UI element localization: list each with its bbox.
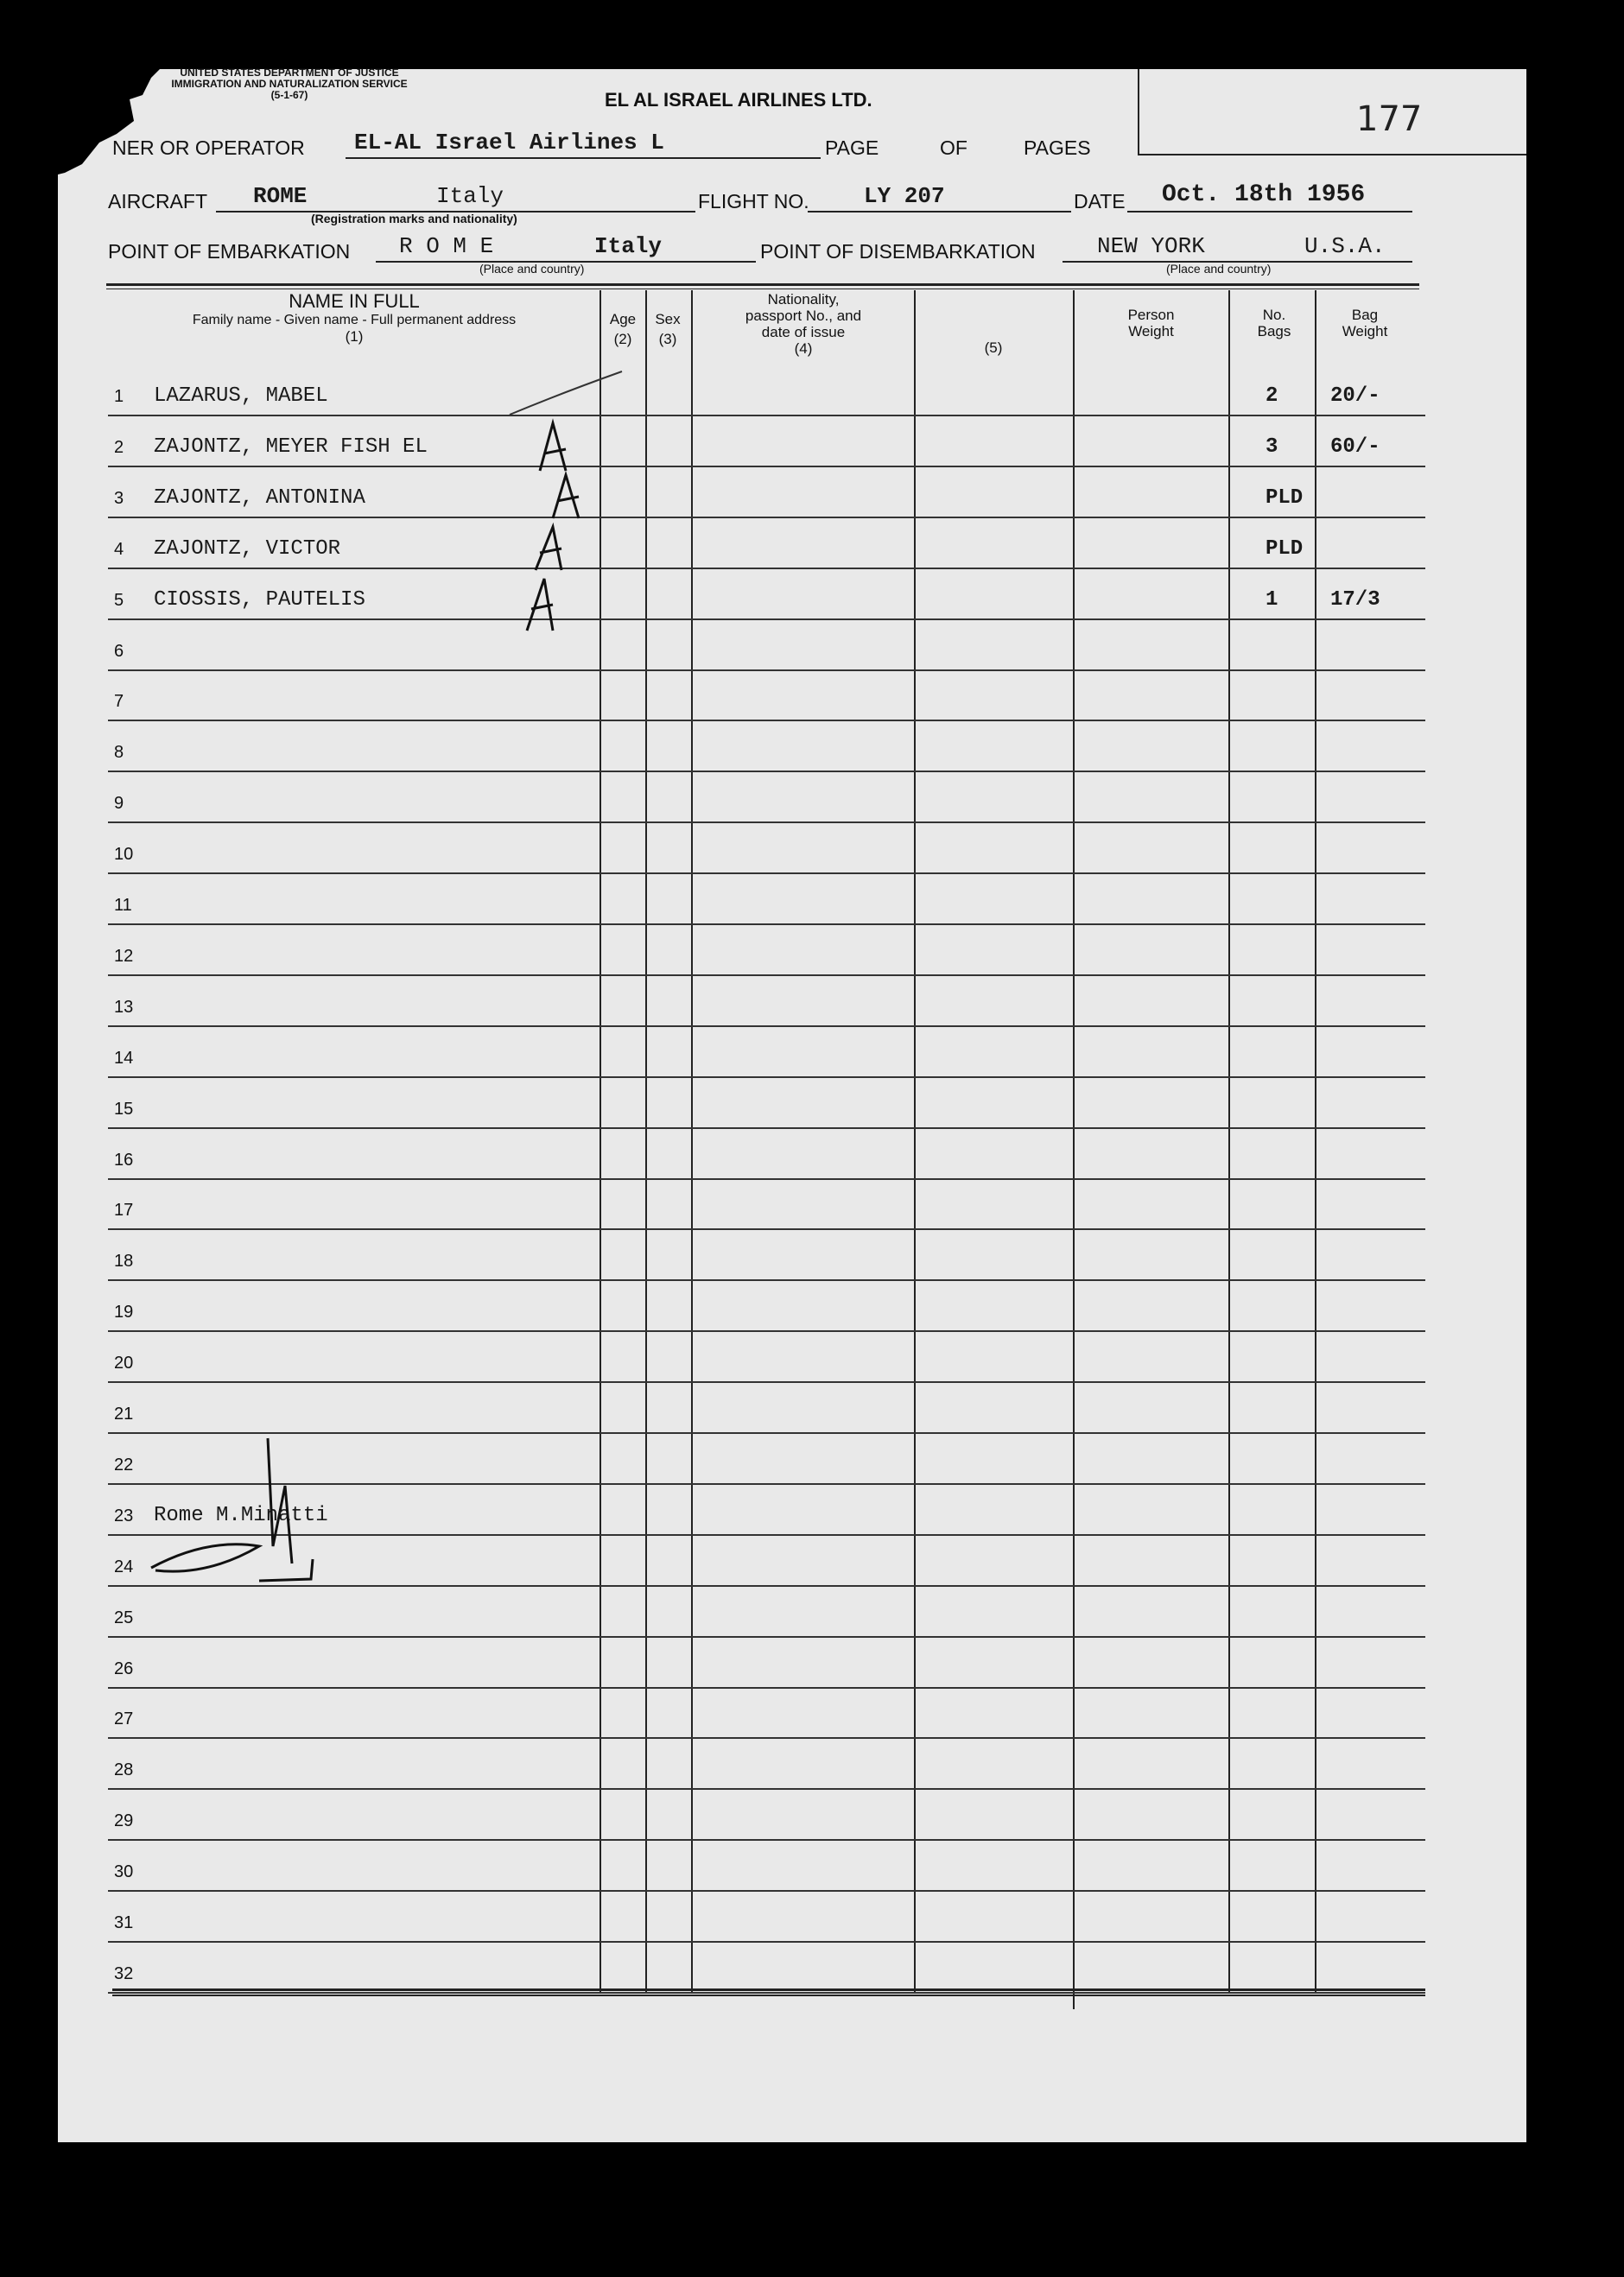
owner-value: EL-AL Israel Airlines L bbox=[354, 130, 664, 155]
disembark-label: POINT OF DISEMBARKATION bbox=[760, 240, 1036, 263]
aircraft-country: Italy bbox=[436, 183, 504, 209]
passenger-name: Rome M.Minatti bbox=[154, 1504, 328, 1527]
passenger-name: ZAJONTZ, MEYER FISH EL bbox=[154, 435, 428, 459]
row-number: 30 bbox=[114, 1862, 134, 1881]
passenger-name: LAZARUS, MABEL bbox=[154, 384, 328, 408]
disembark-value: NEW YORK bbox=[1097, 233, 1205, 259]
row-number: 17 bbox=[114, 1201, 134, 1220]
bags-count: PLD bbox=[1266, 486, 1304, 510]
embark-label: POINT OF EMBARKATION bbox=[108, 240, 351, 263]
agency-line-2: IMMIGRATION AND NATURALIZATION SERVICE bbox=[171, 78, 408, 90]
bags-count: PLD bbox=[1266, 537, 1304, 561]
bags-count: 1 bbox=[1266, 588, 1278, 612]
passenger-name: ZAJONTZ, ANTONINA bbox=[154, 486, 365, 510]
aircraft-value: ROME bbox=[253, 183, 308, 209]
row-number: 22 bbox=[114, 1456, 134, 1475]
date-value: Oct. 18th 1956 bbox=[1162, 181, 1366, 208]
row-number: 14 bbox=[114, 1049, 134, 1068]
col-nat-line3: date of issue bbox=[761, 324, 846, 340]
owner-label: NER OR OPERATOR bbox=[112, 136, 305, 159]
col-sex-label: Sex bbox=[655, 311, 681, 327]
row-number: 6 bbox=[114, 642, 124, 661]
col-nat-line2: passport No., and bbox=[745, 308, 862, 324]
agency-line-1: UNITED STATES DEPARTMENT OF JUSTICE bbox=[180, 67, 399, 79]
row-number: 31 bbox=[114, 1913, 134, 1932]
col-bagwt-line1: Bag bbox=[1351, 307, 1379, 323]
col-nat-num: (4) bbox=[794, 340, 813, 357]
signature-handwritten bbox=[151, 1438, 313, 1581]
embark-country: Italy bbox=[594, 233, 663, 259]
row-number: 20 bbox=[114, 1354, 134, 1373]
pen-stroke-row1 bbox=[510, 371, 622, 415]
col-5-header: (5) bbox=[984, 339, 1003, 356]
row-number: 18 bbox=[114, 1252, 134, 1271]
row-number: 11 bbox=[114, 896, 132, 915]
row-number: 1 bbox=[114, 387, 124, 406]
disembark-country: U.S.A. bbox=[1304, 233, 1386, 259]
row-number: 13 bbox=[114, 998, 134, 1017]
col-bags-line1: No. bbox=[1262, 307, 1286, 323]
embark-value: R O M E bbox=[399, 233, 494, 259]
row-number: 15 bbox=[114, 1100, 134, 1119]
row-number: 3 bbox=[114, 489, 124, 508]
col-bagwt-line2: Weight bbox=[1342, 323, 1388, 339]
row-number: 26 bbox=[114, 1659, 134, 1678]
row-number: 7 bbox=[114, 692, 124, 711]
airline-name: EL AL ISRAEL AIRLINES LTD. bbox=[605, 89, 872, 111]
col-age-num: (2) bbox=[613, 331, 632, 347]
row-number: 32 bbox=[114, 1964, 134, 1983]
of-label: OF bbox=[940, 136, 967, 159]
col-person-line2: Weight bbox=[1128, 323, 1174, 339]
row-number: 4 bbox=[114, 540, 124, 559]
bags-count: 3 bbox=[1266, 435, 1278, 459]
col-name-num: (1) bbox=[345, 328, 364, 345]
row-number: 2 bbox=[114, 438, 124, 457]
page-label: PAGE bbox=[825, 136, 879, 159]
flight-value: LY 207 bbox=[864, 183, 945, 209]
row-number: 27 bbox=[114, 1709, 134, 1728]
col-nat-line1: Nationality, bbox=[767, 291, 840, 308]
col-sex-num: (3) bbox=[658, 331, 677, 347]
row-number: 28 bbox=[114, 1760, 134, 1779]
bag-weight: 20/- bbox=[1330, 384, 1380, 408]
col-bags-line2: Bags bbox=[1257, 323, 1291, 339]
col-name-sub: Family name - Given name - Full permanent address bbox=[192, 313, 517, 327]
passenger-name: CIOSSIS, PAUTELIS bbox=[154, 588, 365, 612]
page-stamp-number: 177 bbox=[1356, 99, 1423, 139]
row-number: 25 bbox=[114, 1608, 134, 1627]
col-person-line1: Person bbox=[1127, 307, 1175, 323]
row-number: 10 bbox=[114, 845, 134, 864]
passenger-name: ZAJONTZ, VICTOR bbox=[154, 537, 341, 561]
row-number: 16 bbox=[114, 1151, 134, 1170]
disembark-caption: (Place and country) bbox=[1166, 262, 1272, 276]
row-number: 12 bbox=[114, 947, 134, 966]
row-number: 21 bbox=[114, 1405, 134, 1424]
row-number: 23 bbox=[114, 1506, 134, 1525]
embark-caption: (Place and country) bbox=[479, 262, 585, 276]
flight-label: FLIGHT NO. bbox=[698, 190, 809, 212]
bag-weight: 60/- bbox=[1330, 435, 1380, 459]
bags-count: 2 bbox=[1266, 384, 1278, 408]
row-number: 24 bbox=[114, 1557, 134, 1576]
row-number: 5 bbox=[114, 591, 124, 610]
form-code: (5-1-67) bbox=[270, 89, 308, 101]
col-age-label: Age bbox=[609, 311, 637, 327]
aircraft-caption: (Registration marks and nationality) bbox=[311, 212, 517, 225]
ditto-marks-handwritten bbox=[527, 423, 579, 631]
bag-weight: 17/3 bbox=[1330, 588, 1380, 612]
row-number: 29 bbox=[114, 1811, 134, 1830]
row-number: 9 bbox=[114, 794, 124, 813]
pages-label: PAGES bbox=[1024, 136, 1091, 159]
aircraft-label: AIRCRAFT bbox=[108, 190, 207, 212]
row-number: 8 bbox=[114, 743, 124, 762]
row-number: 19 bbox=[114, 1303, 134, 1322]
col-name-title: NAME IN FULL bbox=[289, 290, 420, 312]
date-label: DATE bbox=[1074, 190, 1126, 212]
